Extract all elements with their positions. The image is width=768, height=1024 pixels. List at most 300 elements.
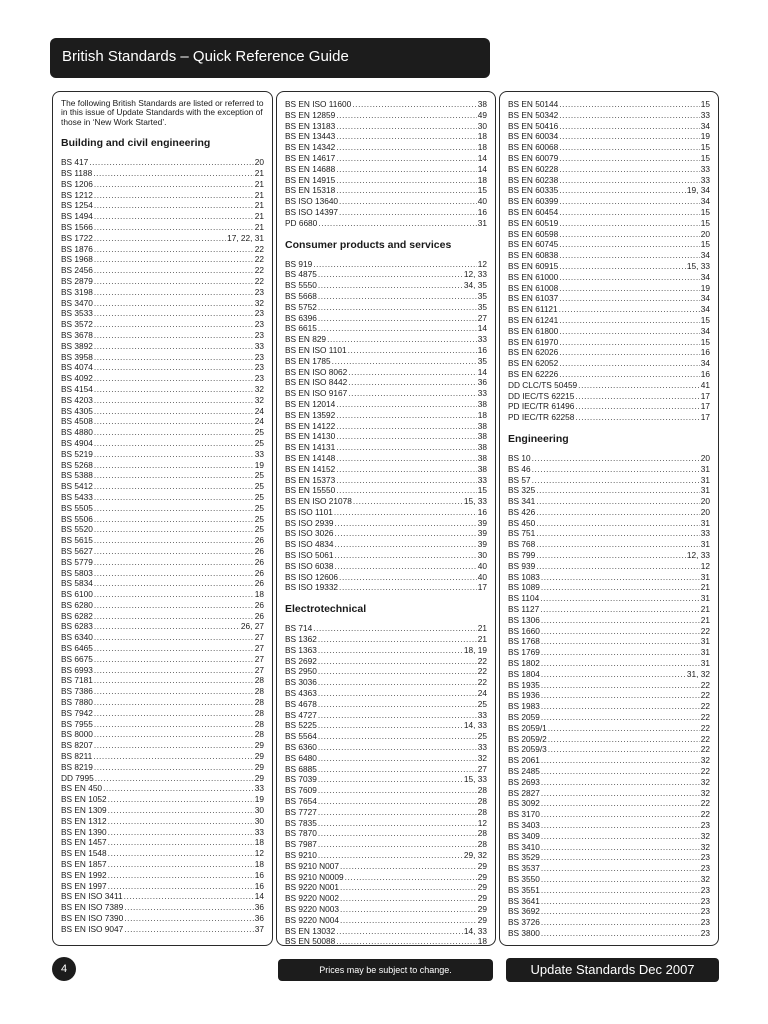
standard-code: BS 2059/3 (508, 744, 547, 755)
dot-leader (124, 924, 254, 935)
standard-entry (61, 611, 264, 622)
dot-leader (541, 798, 700, 809)
dot-leader (94, 621, 240, 632)
standard-entry (285, 710, 487, 721)
page-number-badge (52, 957, 76, 981)
page-reference: 21 (254, 200, 264, 211)
standard-code: BS EN 50144 (508, 99, 559, 109)
standard-entry (61, 373, 264, 384)
dot-leader (94, 362, 254, 373)
page-reference: 15 (700, 314, 710, 325)
standard-code: BS EN ISO 8442 (285, 377, 348, 388)
standard-entry (285, 774, 487, 785)
standard-code: BS EN 60598 (508, 228, 559, 239)
dot-leader (559, 218, 699, 229)
page-reference: 28 (254, 729, 264, 740)
entry-list-building-cont (285, 99, 487, 229)
dot-leader (559, 175, 699, 186)
standard-entry (285, 699, 487, 710)
column-2 (276, 91, 496, 946)
dot-leader (94, 298, 254, 309)
page-reference: 38 (477, 431, 487, 442)
entry-list-electrotechnical-cont (508, 99, 710, 423)
standard-entry (508, 185, 710, 196)
standard-entry (285, 561, 487, 572)
standard-code: BS EN 12859 (285, 109, 336, 120)
standard-entry (285, 764, 487, 775)
standard-code: BS 3892 (61, 340, 93, 351)
page-reference: 28 (254, 675, 264, 686)
page-reference: 41 (700, 379, 710, 390)
page-reference: 33 (477, 709, 487, 720)
dot-leader (336, 475, 476, 486)
standard-code: BS 9220 N004 (285, 914, 339, 925)
standard-code: BS EN 15550 (285, 485, 336, 496)
page-reference: 23 (700, 884, 710, 895)
standard-entry (508, 337, 710, 348)
standard-entry (508, 401, 710, 412)
section-title-building: Building and civil engineering (61, 137, 211, 150)
standard-entry (285, 453, 487, 464)
standard-entry (285, 110, 487, 121)
standard-entry (61, 589, 264, 600)
standard-code: BS EN ISO 1101 (285, 344, 347, 355)
standard-code: BS 1188 (61, 168, 93, 179)
dot-leader (548, 744, 700, 755)
standard-entry (61, 254, 264, 265)
standard-entry (508, 906, 710, 917)
dot-leader (334, 507, 477, 518)
standard-code: BS 450 (508, 517, 536, 528)
standard-entry (61, 470, 264, 481)
standard-code: BS 1494 (61, 211, 93, 222)
standard-entry (285, 269, 487, 280)
page-reference: 36 (254, 913, 264, 923)
page-reference: 21 (254, 211, 264, 222)
dot-leader (94, 427, 254, 438)
standard-code: BS EN 14617 (285, 152, 336, 163)
dot-leader (559, 347, 699, 358)
standard-code: BS 3403 (508, 820, 540, 830)
dot-leader (94, 384, 254, 395)
standard-code: BS 2485 (508, 766, 540, 777)
standard-entry (61, 233, 264, 244)
dot-leader (334, 550, 476, 561)
dot-leader (108, 870, 254, 881)
standard-code: BS 2456 (61, 265, 93, 276)
page-reference: 12 (700, 560, 710, 571)
standard-entry (61, 783, 264, 794)
standard-entry (285, 807, 487, 818)
dot-leader (94, 632, 254, 643)
standard-code: BS EN 61241 (508, 314, 559, 325)
column-3 (499, 91, 719, 946)
page-reference: 23 (254, 362, 264, 373)
page-reference: 19 (700, 131, 710, 142)
standard-entry (61, 449, 264, 460)
standard-code: BS EN 1997 (61, 880, 107, 891)
dot-leader (318, 839, 477, 850)
page-reference: 22 (700, 679, 710, 690)
dot-leader (94, 643, 254, 654)
standard-code: BS EN 14122 (285, 420, 336, 431)
page-reference: 23 (254, 373, 264, 384)
standard-entry (285, 623, 487, 634)
standard-entry (285, 753, 487, 764)
page-reference: 19 (700, 282, 710, 293)
page-reference: 28 (477, 785, 487, 796)
page-reference: 40 (477, 560, 487, 571)
dot-leader (541, 572, 700, 583)
page-reference: 32 (700, 776, 710, 787)
standard-code: BS 1083 (508, 571, 540, 582)
dot-leader (540, 593, 700, 604)
standard-code: BS 3410 (508, 841, 540, 852)
page-reference: 16 (254, 869, 264, 880)
standard-code: BS 6675 (61, 653, 93, 664)
standard-entry (61, 827, 264, 838)
page-reference: 31 (700, 647, 710, 658)
standard-entry (508, 561, 710, 572)
standard-code: BS EN 14152 (285, 463, 336, 474)
standard-code: BS 1089 (508, 582, 540, 593)
standard-code: BS 5834 (61, 578, 93, 589)
standard-entry (285, 121, 487, 132)
standard-entry (61, 481, 264, 492)
page-reference: 23 (700, 852, 710, 863)
page-reference: 32 (254, 394, 264, 405)
page-reference: 33 (700, 163, 710, 174)
standard-code: BS 1804 (508, 668, 540, 679)
dot-leader (559, 283, 699, 294)
standard-entry (508, 593, 710, 604)
dot-leader (108, 881, 254, 892)
standard-entry (61, 729, 264, 740)
page-reference: 35 (477, 301, 487, 312)
standard-entry (61, 881, 264, 892)
page-reference: 40 (477, 196, 487, 207)
dot-leader (541, 809, 700, 820)
standard-entry (285, 572, 487, 583)
page-reference: 22 (700, 712, 710, 723)
standard-code: BS EN 1992 (61, 869, 107, 880)
dot-leader (532, 453, 700, 464)
dot-leader (541, 647, 700, 658)
page-reference: 16 (477, 506, 487, 517)
page-reference: 22 (477, 666, 487, 677)
dot-leader (318, 710, 477, 721)
page-reference: 28 (477, 839, 487, 850)
page-reference: 25 (254, 481, 264, 492)
dot-leader (94, 416, 254, 427)
page-reference: 21 (254, 168, 264, 179)
standard-code: BS 5268 (61, 459, 93, 470)
standard-entry (508, 528, 710, 539)
standard-code: BS 1768 (508, 636, 540, 647)
standard-entry (285, 656, 487, 667)
page-reference: 22 (477, 677, 487, 688)
standard-entry (61, 902, 264, 913)
section-title-engineering: Engineering (508, 432, 569, 445)
standard-code: BS 5550 (285, 280, 317, 291)
standard-code: BS EN 60034 (508, 131, 559, 142)
page-reference: 29 (477, 914, 487, 925)
section-title-consumer: Consumer products and services (285, 238, 452, 251)
dot-leader (559, 110, 699, 121)
page-reference: 22 (700, 722, 710, 733)
standard-code: BS 1769 (508, 647, 540, 658)
page-reference: 14 (477, 323, 487, 334)
dot-leader (318, 720, 463, 731)
standard-entry (285, 861, 487, 872)
page-reference: 14 (477, 163, 487, 174)
standard-code: BS 2950 (285, 666, 317, 677)
standard-entry (508, 131, 710, 142)
standard-code: BS EN ISO 11600 (285, 99, 352, 109)
standard-entry (285, 131, 487, 142)
page-reference: 32 (700, 787, 710, 798)
page-reference: 35 (477, 355, 487, 366)
dot-leader (94, 557, 254, 568)
dot-leader (318, 774, 463, 785)
standard-code: BS EN 62052 (508, 358, 559, 369)
standard-code: BS EN 61800 (508, 325, 559, 336)
page-reference: 23 (700, 917, 710, 928)
page-reference: 22 (254, 254, 264, 265)
standard-entry (508, 121, 710, 132)
dot-leader (541, 582, 700, 593)
page-reference: 31 (700, 658, 710, 669)
page-reference: 25 (254, 524, 264, 535)
page-reference: 18 (254, 589, 264, 600)
standard-code: BS 3551 (508, 884, 540, 895)
page-reference: 18 (477, 142, 487, 153)
standard-code: BS EN 61970 (508, 336, 559, 347)
standard-entry (285, 528, 487, 539)
page-reference: 29 (254, 740, 264, 751)
dot-leader (94, 697, 254, 708)
page-reference: 22 (700, 733, 710, 744)
standard-entry (508, 485, 710, 496)
page-reference: 33 (254, 448, 264, 459)
dot-leader (541, 852, 700, 863)
dot-leader (94, 762, 254, 773)
standard-entry (508, 777, 710, 788)
page-reference: 21 (254, 178, 264, 189)
page-reference: 30 (477, 550, 487, 561)
page-reference: 17 (477, 582, 487, 593)
dot-leader (94, 308, 254, 319)
standard-entry (61, 816, 264, 827)
page-reference: 19 (254, 459, 264, 470)
page-reference: 21 (254, 222, 264, 232)
standard-code: BS EN 1457 (61, 837, 107, 848)
standard-code: BS 5803 (61, 567, 93, 578)
dot-leader (336, 410, 476, 421)
standard-code: BS 10 (508, 452, 531, 463)
standard-entry (508, 153, 710, 164)
page-reference: 22 (254, 243, 264, 254)
dot-leader (559, 121, 699, 132)
dot-leader (540, 604, 700, 615)
page-reference: 17 (700, 401, 710, 412)
standard-code: BS 7609 (285, 785, 317, 796)
standard-code: BS 919 (285, 258, 313, 269)
standard-code: BS 1983 (508, 701, 540, 712)
standard-code: BS 1802 (508, 658, 540, 669)
standard-code: BS 5668 (285, 290, 317, 301)
dot-leader (94, 578, 254, 589)
standard-code: BS 9220 N002 (285, 893, 339, 904)
standard-entry (285, 367, 487, 378)
standard-entry (508, 852, 710, 863)
page-reference: 17 (700, 390, 710, 401)
standard-code: BS 9220 N001 (285, 882, 339, 893)
page-reference: 37 (254, 923, 264, 934)
dot-leader (336, 399, 476, 410)
dot-leader (318, 313, 477, 324)
standard-code: BS EN ISO 9047 (61, 923, 124, 934)
standard-code: BS EN 15318 (285, 185, 336, 196)
standard-code: BS EN 50088 (285, 936, 336, 946)
standard-entry (285, 185, 487, 196)
page-reference: 26 (254, 578, 264, 589)
page-reference: 12 (254, 848, 264, 859)
standard-code: BS 417 (61, 157, 89, 168)
dot-leader (559, 315, 699, 326)
page-reference: 14 (477, 152, 487, 163)
page-reference: 22 (700, 701, 710, 712)
page-reference: 31 (700, 539, 710, 550)
page-reference: 21 (700, 582, 710, 593)
entry-list-consumer (285, 259, 487, 594)
standard-code: BS EN 61000 (508, 271, 559, 282)
standard-entry (285, 796, 487, 807)
page-reference: 25 (254, 427, 264, 438)
standard-entry (508, 304, 710, 315)
page-reference: 21 (477, 634, 487, 645)
standard-entry (508, 412, 710, 423)
page-reference: 29 (254, 772, 264, 783)
page-reference: 24 (254, 405, 264, 416)
standard-entry (285, 507, 487, 518)
dot-leader (94, 600, 254, 611)
dot-leader (541, 820, 700, 831)
standard-entry (285, 785, 487, 796)
page-reference: 29 (477, 903, 487, 914)
page-reference: 29 (477, 871, 487, 882)
page-reference: 18 (254, 837, 264, 848)
standard-code: BS ISO 1101 (285, 506, 333, 517)
dot-leader (108, 859, 254, 870)
page-reference: 38 (477, 463, 487, 474)
page-reference: 18 (477, 131, 487, 142)
standard-entry (285, 280, 487, 291)
page-reference: 17 (700, 412, 710, 423)
dot-leader (559, 326, 699, 337)
standard-code: BS 1306 (508, 614, 540, 625)
standard-code: BS EN 829 (285, 334, 327, 345)
standard-code: BS 7386 (61, 686, 93, 697)
standard-entry (285, 291, 487, 302)
dot-leader (559, 153, 699, 164)
standard-code: BS 4305 (61, 405, 93, 416)
standard-entry (508, 464, 710, 475)
standard-code: BS 1876 (61, 243, 93, 254)
standard-entry (508, 734, 710, 745)
page-reference: 18 (254, 859, 264, 870)
standard-code: BS 3572 (61, 319, 93, 330)
standard-entry (285, 645, 487, 656)
page-reference: 30 (254, 805, 264, 816)
dot-leader (336, 110, 476, 121)
page-reference: 31 (477, 217, 487, 228)
page-reference: 26 (254, 556, 264, 567)
standard-code: BS 6283 (61, 621, 93, 632)
page-reference: 15 (477, 485, 487, 496)
standard-code: BS EN 60238 (508, 174, 559, 185)
dot-leader (94, 287, 254, 298)
page-reference: 25 (477, 698, 487, 709)
standard-entry (285, 207, 487, 218)
standard-code: BS 4363 (285, 688, 317, 699)
standard-entry (285, 550, 487, 561)
standard-entry (61, 557, 264, 568)
standard-entry (61, 708, 264, 719)
standard-code: BS EN 1548 (61, 848, 107, 859)
standard-code: BS 1660 (508, 625, 540, 636)
standard-code: BS 2059/1 (508, 722, 547, 733)
standard-entry (61, 503, 264, 514)
standard-code: BS EN 60838 (508, 250, 559, 261)
page-reference: 27 (254, 664, 264, 675)
dot-leader (336, 185, 476, 196)
dot-leader (541, 928, 700, 939)
dot-leader (532, 475, 700, 486)
page-reference: 39 (477, 528, 487, 539)
page-reference: 38 (477, 452, 487, 463)
standard-entry (508, 239, 710, 250)
standard-code: BS EN 1857 (61, 859, 107, 870)
page-reference: 20 (254, 157, 264, 168)
standard-entry (285, 323, 487, 334)
standard-code: BS EN ISO 21078 (285, 496, 352, 507)
standard-entry (508, 582, 710, 593)
standard-entry (285, 850, 487, 861)
dot-leader (352, 99, 477, 110)
standard-entry (61, 751, 264, 762)
dot-leader (541, 615, 700, 626)
standard-code: BS 6280 (61, 599, 93, 610)
page-reference: 23 (700, 820, 710, 830)
standard-entry (508, 669, 710, 680)
standard-code: BS 6282 (61, 610, 93, 621)
page-reference: 33 (477, 334, 487, 345)
standard-entry (508, 99, 710, 110)
page-reference: 33 (700, 174, 710, 185)
standard-entry (285, 164, 487, 175)
page-reference: 33 (477, 742, 487, 753)
dot-leader (94, 233, 226, 244)
standard-code: BS 9210 N0009 (285, 871, 344, 882)
page-reference: 33 (254, 826, 264, 837)
standard-entry (61, 362, 264, 373)
standard-entry (508, 283, 710, 294)
standard-entry (61, 924, 264, 935)
dot-leader (313, 259, 477, 270)
dot-leader (548, 723, 700, 734)
page-reference: 28 (254, 718, 264, 729)
